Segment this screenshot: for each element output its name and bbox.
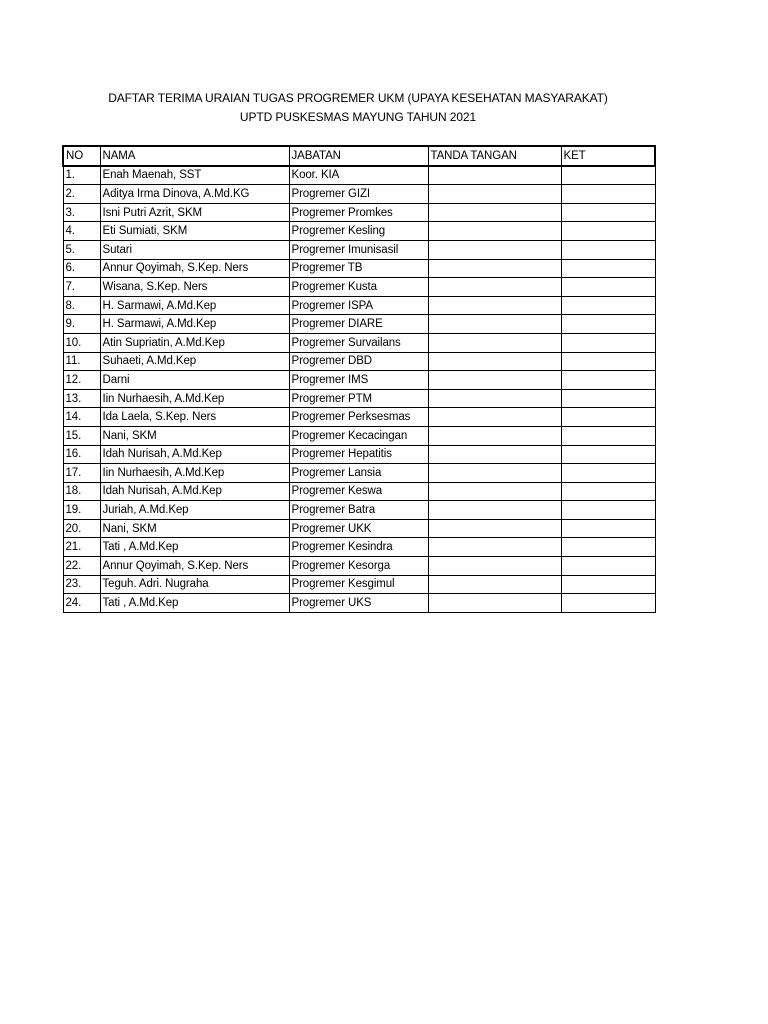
cell-nama: H. Sarmawi, A.Md.Kep [100, 315, 289, 334]
cell-jabatan: Progremer IMS [289, 371, 428, 390]
table-row [63, 445, 655, 464]
cell-no: 6. [63, 259, 100, 278]
cell-nama: Iin Nurhaesih, A.Md.Kep [100, 389, 289, 408]
cell-jabatan: Progremer Batra [289, 501, 428, 520]
cell-jabatan: Progremer DIARE [289, 315, 428, 334]
table-row [63, 259, 655, 278]
cell-jabatan: Progremer UKK [289, 519, 428, 538]
cell-ket [561, 557, 655, 576]
header-nama: NAMA [100, 146, 289, 166]
cell-tanda-tangan [428, 315, 561, 334]
cell-no: 11. [63, 352, 100, 371]
table-row [63, 426, 655, 445]
cell-tanda-tangan [428, 166, 561, 185]
cell-ket [561, 203, 655, 222]
table-row [63, 296, 655, 315]
cell-no: 3. [63, 203, 100, 222]
table-row [63, 352, 655, 371]
cell-tanda-tangan [428, 389, 561, 408]
cell-ket [561, 445, 655, 464]
cell-jabatan: Progremer ISPA [289, 296, 428, 315]
cell-tanda-tangan [428, 445, 561, 464]
cell-ket [561, 278, 655, 297]
cell-jabatan: Progremer Kecacingan [289, 426, 428, 445]
cell-no: 19. [63, 501, 100, 520]
cell-nama: Sutari [100, 240, 289, 259]
cell-jabatan: Progremer GIZI [289, 185, 428, 204]
cell-no: 7. [63, 278, 100, 297]
cell-no: 9. [63, 315, 100, 334]
cell-nama: Enah Maenah, SST [100, 166, 289, 185]
table-row [63, 166, 655, 185]
cell-ket [561, 240, 655, 259]
table-row [63, 389, 655, 408]
cell-jabatan: Progremer Kesorga [289, 557, 428, 576]
cell-tanda-tangan [428, 222, 561, 241]
cell-tanda-tangan [428, 557, 561, 576]
table-row [63, 482, 655, 501]
cell-nama: Isni Putri Azrit, SKM [100, 203, 289, 222]
cell-jabatan: Progremer PTM [289, 389, 428, 408]
table-row [63, 575, 655, 594]
table-row [63, 557, 655, 576]
cell-nama: Nani, SKM [100, 519, 289, 538]
cell-no: 18. [63, 482, 100, 501]
cell-jabatan: Progremer Kesling [289, 222, 428, 241]
table-row [63, 594, 655, 613]
cell-no: 17. [63, 464, 100, 483]
cell-nama: Annur Qoyimah, S.Kep. Ners [100, 557, 289, 576]
cell-tanda-tangan [428, 501, 561, 520]
cell-jabatan: Progremer Imunisasil [289, 240, 428, 259]
cell-jabatan: Progremer Lansia [289, 464, 428, 483]
cell-ket [561, 501, 655, 520]
cell-nama: H. Sarmawi, A.Md.Kep [100, 296, 289, 315]
cell-tanda-tangan [428, 352, 561, 371]
cell-no: 2. [63, 185, 100, 204]
cell-no: 24. [63, 594, 100, 613]
cell-nama: Iin Nurhaesih, A.Md.Kep [100, 464, 289, 483]
cell-nama: Eti Sumiati, SKM [100, 222, 289, 241]
header-no: NO [63, 146, 100, 166]
cell-no: 22. [63, 557, 100, 576]
cell-tanda-tangan [428, 426, 561, 445]
cell-jabatan: Progremer Kesgimul [289, 575, 428, 594]
cell-nama: Nani, SKM [100, 426, 289, 445]
cell-no: 15. [63, 426, 100, 445]
cell-ket [561, 482, 655, 501]
cell-tanda-tangan [428, 464, 561, 483]
cell-ket [561, 575, 655, 594]
cell-nama: Idah Nurisah, A.Md.Kep [100, 482, 289, 501]
table-row [63, 501, 655, 520]
header-jabatan: JABATAN [289, 146, 428, 166]
cell-tanda-tangan [428, 185, 561, 204]
cell-tanda-tangan [428, 278, 561, 297]
cell-nama: Darni [100, 371, 289, 390]
table-row [63, 371, 655, 390]
cell-ket [561, 185, 655, 204]
cell-tanda-tangan [428, 575, 561, 594]
cell-jabatan: Progremer TB [289, 259, 428, 278]
cell-jabatan: Progremer Kesindra [289, 538, 428, 557]
table-row [63, 222, 655, 241]
cell-ket [561, 371, 655, 390]
table-row [63, 333, 655, 352]
cell-jabatan: Progremer Perksesmas [289, 408, 428, 427]
table-row [63, 240, 655, 259]
cell-nama: Ida Laela, S.Kep. Ners [100, 408, 289, 427]
cell-no: 20. [63, 519, 100, 538]
cell-no: 14. [63, 408, 100, 427]
table-row [63, 464, 655, 483]
cell-tanda-tangan [428, 594, 561, 613]
cell-jabatan: Progremer Promkes [289, 203, 428, 222]
table-row [63, 203, 655, 222]
cell-no: 16. [63, 445, 100, 464]
cell-ket [561, 166, 655, 185]
cell-nama: Idah Nurisah, A.Md.Kep [100, 445, 289, 464]
cell-nama: Teguh. Adri. Nugraha [100, 575, 289, 594]
cell-tanda-tangan [428, 519, 561, 538]
cell-tanda-tangan [428, 203, 561, 222]
cell-ket [561, 352, 655, 371]
document-subtitle: UPTD PUSKESMAS MAYUNG TAHUN 2021 [239, 110, 477, 124]
header-ket: KET [561, 146, 655, 166]
cell-no: 10. [63, 333, 100, 352]
table-row [63, 408, 655, 427]
cell-no: 5. [63, 240, 100, 259]
cell-jabatan: Progremer Keswa [289, 482, 428, 501]
cell-tanda-tangan [428, 296, 561, 315]
cell-ket [561, 296, 655, 315]
cell-tanda-tangan [428, 259, 561, 278]
cell-no: 1. [63, 166, 100, 185]
cell-tanda-tangan [428, 333, 561, 352]
cell-jabatan: Progremer Survailans [289, 333, 428, 352]
cell-ket [561, 594, 655, 613]
cell-tanda-tangan [428, 240, 561, 259]
cell-jabatan: Progremer DBD [289, 352, 428, 371]
cell-ket [561, 408, 655, 427]
cell-tanda-tangan [428, 408, 561, 427]
table-body [63, 166, 655, 613]
table-row [63, 185, 655, 204]
cell-no: 21. [63, 538, 100, 557]
cell-jabatan: Progremer Kusta [289, 278, 428, 297]
cell-nama: Tati , A.Md.Kep [100, 594, 289, 613]
cell-ket [561, 259, 655, 278]
cell-nama: Annur Qoyimah, S.Kep. Ners [100, 259, 289, 278]
table-row [63, 519, 655, 538]
cell-jabatan: Progremer Hepatitis [289, 445, 428, 464]
cell-ket [561, 519, 655, 538]
cell-ket [561, 315, 655, 334]
table-row [63, 315, 655, 334]
cell-ket [561, 426, 655, 445]
cell-tanda-tangan [428, 371, 561, 390]
cell-no: 8. [63, 296, 100, 315]
table-header-row [63, 146, 655, 166]
cell-nama: Suhaeti, A.Md.Kep [100, 352, 289, 371]
header-tanda-tangan: TANDA TANGAN [428, 146, 561, 166]
cell-ket [561, 538, 655, 557]
cell-jabatan: Progremer UKS [289, 594, 428, 613]
cell-nama: Tati , A.Md.Kep [100, 538, 289, 557]
cell-nama: Aditya Irma Dinova, A.Md.KG [100, 185, 289, 204]
task-receipt-table [62, 145, 656, 613]
cell-tanda-tangan [428, 482, 561, 501]
cell-no: 12. [63, 371, 100, 390]
cell-nama: Atin Supriatin, A.Md.Kep [100, 333, 289, 352]
cell-no: 13. [63, 389, 100, 408]
cell-ket [561, 389, 655, 408]
table-row [63, 538, 655, 557]
cell-nama: Wisana, S.Kep. Ners [100, 278, 289, 297]
cell-jabatan: Koor. KIA [289, 166, 428, 185]
cell-ket [561, 222, 655, 241]
table-row [63, 278, 655, 297]
document-title: DAFTAR TERIMA URAIAN TUGAS PROGREMER UKM (UPAYA KESEHATAN MASYARAKAT) [108, 91, 608, 105]
cell-ket [561, 464, 655, 483]
cell-no: 23. [63, 575, 100, 594]
cell-tanda-tangan [428, 538, 561, 557]
cell-ket [561, 333, 655, 352]
cell-nama: Juriah, A.Md.Kep [100, 501, 289, 520]
cell-no: 4. [63, 222, 100, 241]
